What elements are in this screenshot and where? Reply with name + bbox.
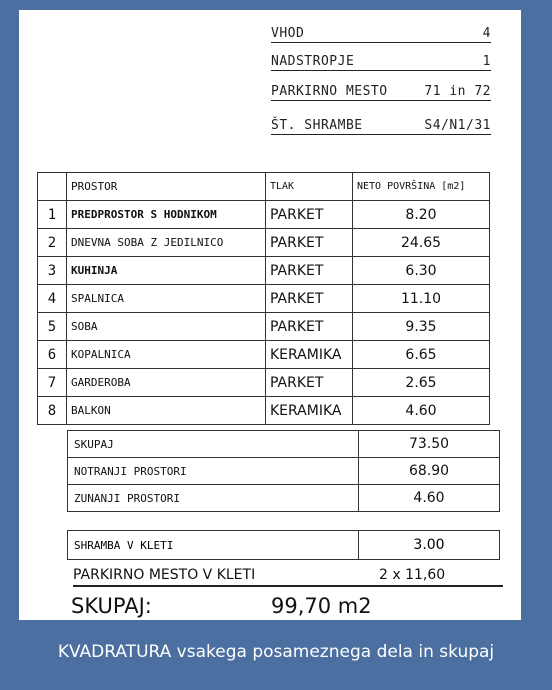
floor-label: NADSTROPJE xyxy=(271,54,355,69)
floor-type: PARKET xyxy=(266,229,353,257)
summary-outdoor-value: 4.60 xyxy=(359,485,500,512)
table-row xyxy=(38,201,490,229)
summary-indoor-label: NOTRANJI PROSTORI xyxy=(68,458,359,485)
entrance-value: 4 xyxy=(482,26,491,41)
header-floor: TLAK xyxy=(266,173,353,201)
grand-total-label: SKUPAJ: xyxy=(71,594,152,618)
header-area: NETO POVRŠINA [m2] xyxy=(353,173,490,201)
table-row xyxy=(68,458,500,485)
table-row xyxy=(38,229,490,257)
floor-type: PARKET xyxy=(266,313,353,341)
net-area: 2.65 xyxy=(353,369,490,397)
storage-label: ŠT. SHRAMBE xyxy=(271,118,363,133)
floor-line xyxy=(271,54,491,71)
room-name: PREDPROSTOR S HODNIKOM xyxy=(67,201,266,229)
floor-type: KERAMIKA xyxy=(266,397,353,425)
floor-type: PARKET xyxy=(266,201,353,229)
grand-total xyxy=(71,594,372,618)
net-area: 9.35 xyxy=(353,313,490,341)
table-row xyxy=(68,485,500,512)
room-name: GARDEROBA xyxy=(67,369,266,397)
table-row xyxy=(68,531,500,560)
row-number: 7 xyxy=(38,369,67,397)
net-area: 6.30 xyxy=(353,257,490,285)
net-area: 24.65 xyxy=(353,229,490,257)
entrance-line xyxy=(271,26,491,43)
floor-type: PARKET xyxy=(266,369,353,397)
room-name: SPALNICA xyxy=(67,285,266,313)
table-row xyxy=(38,313,490,341)
room-name: SOBA xyxy=(67,313,266,341)
storage-table xyxy=(67,530,500,560)
net-area: 8.20 xyxy=(353,201,490,229)
row-number: 5 xyxy=(38,313,67,341)
net-area: 6.65 xyxy=(353,341,490,369)
parking-line xyxy=(271,84,491,101)
caption: KVADRATURA vsakega posameznega dela in skupaj xyxy=(57,642,495,662)
row-number: 1 xyxy=(38,201,67,229)
rooms-table xyxy=(37,172,490,425)
table-row xyxy=(38,257,490,285)
net-area: 11.10 xyxy=(353,285,490,313)
row-number: 2 xyxy=(38,229,67,257)
table-row xyxy=(38,341,490,369)
table-header-row xyxy=(38,173,490,201)
summary-outdoor-label: ZUNANJI PROSTORI xyxy=(68,485,359,512)
row-number: 4 xyxy=(38,285,67,313)
summary-indoor-value: 68.90 xyxy=(359,458,500,485)
floor-type: KERAMIKA xyxy=(266,341,353,369)
summary-total-label: SKUPAJ xyxy=(68,431,359,458)
row-number: 8 xyxy=(38,397,67,425)
net-area: 4.60 xyxy=(353,397,490,425)
grand-total-value: 99,70 m2 xyxy=(271,594,372,618)
parking-label: PARKIRNO MESTO xyxy=(271,84,388,99)
entrance-label: VHOD xyxy=(271,26,305,41)
row-number: 3 xyxy=(38,257,67,285)
summary-total-value: 73.50 xyxy=(359,431,500,458)
header-room: PROSTOR xyxy=(67,173,266,201)
parking-cellar-label: PARKIRNO MESTO V KLETI xyxy=(73,567,256,583)
parking-cellar-value: 2 x 11,60 xyxy=(379,567,446,583)
floor-value: 1 xyxy=(482,54,491,69)
storage-cellar-label: SHRAMBA V KLETI xyxy=(68,531,359,560)
floor-type: PARKET xyxy=(266,257,353,285)
table-row xyxy=(38,397,490,425)
room-name: KUHINJA xyxy=(67,257,266,285)
room-name: BALKON xyxy=(67,397,266,425)
row-number: 6 xyxy=(38,341,67,369)
floor-type: PARKET xyxy=(266,285,353,313)
summary-table xyxy=(67,430,500,512)
table-row xyxy=(68,431,500,458)
table-row xyxy=(38,369,490,397)
floor-area-sheet xyxy=(19,10,521,620)
parking-value: 71 in 72 xyxy=(424,84,491,99)
storage-line xyxy=(271,118,491,135)
storage-cellar-value: 3.00 xyxy=(359,531,500,560)
storage-value: S4/N1/31 xyxy=(424,118,491,133)
room-name: DNEVNA SOBA Z JEDILNICO xyxy=(67,229,266,257)
room-name: KOPALNICA xyxy=(67,341,266,369)
parking-cellar-line xyxy=(73,567,503,587)
table-row xyxy=(38,285,490,313)
